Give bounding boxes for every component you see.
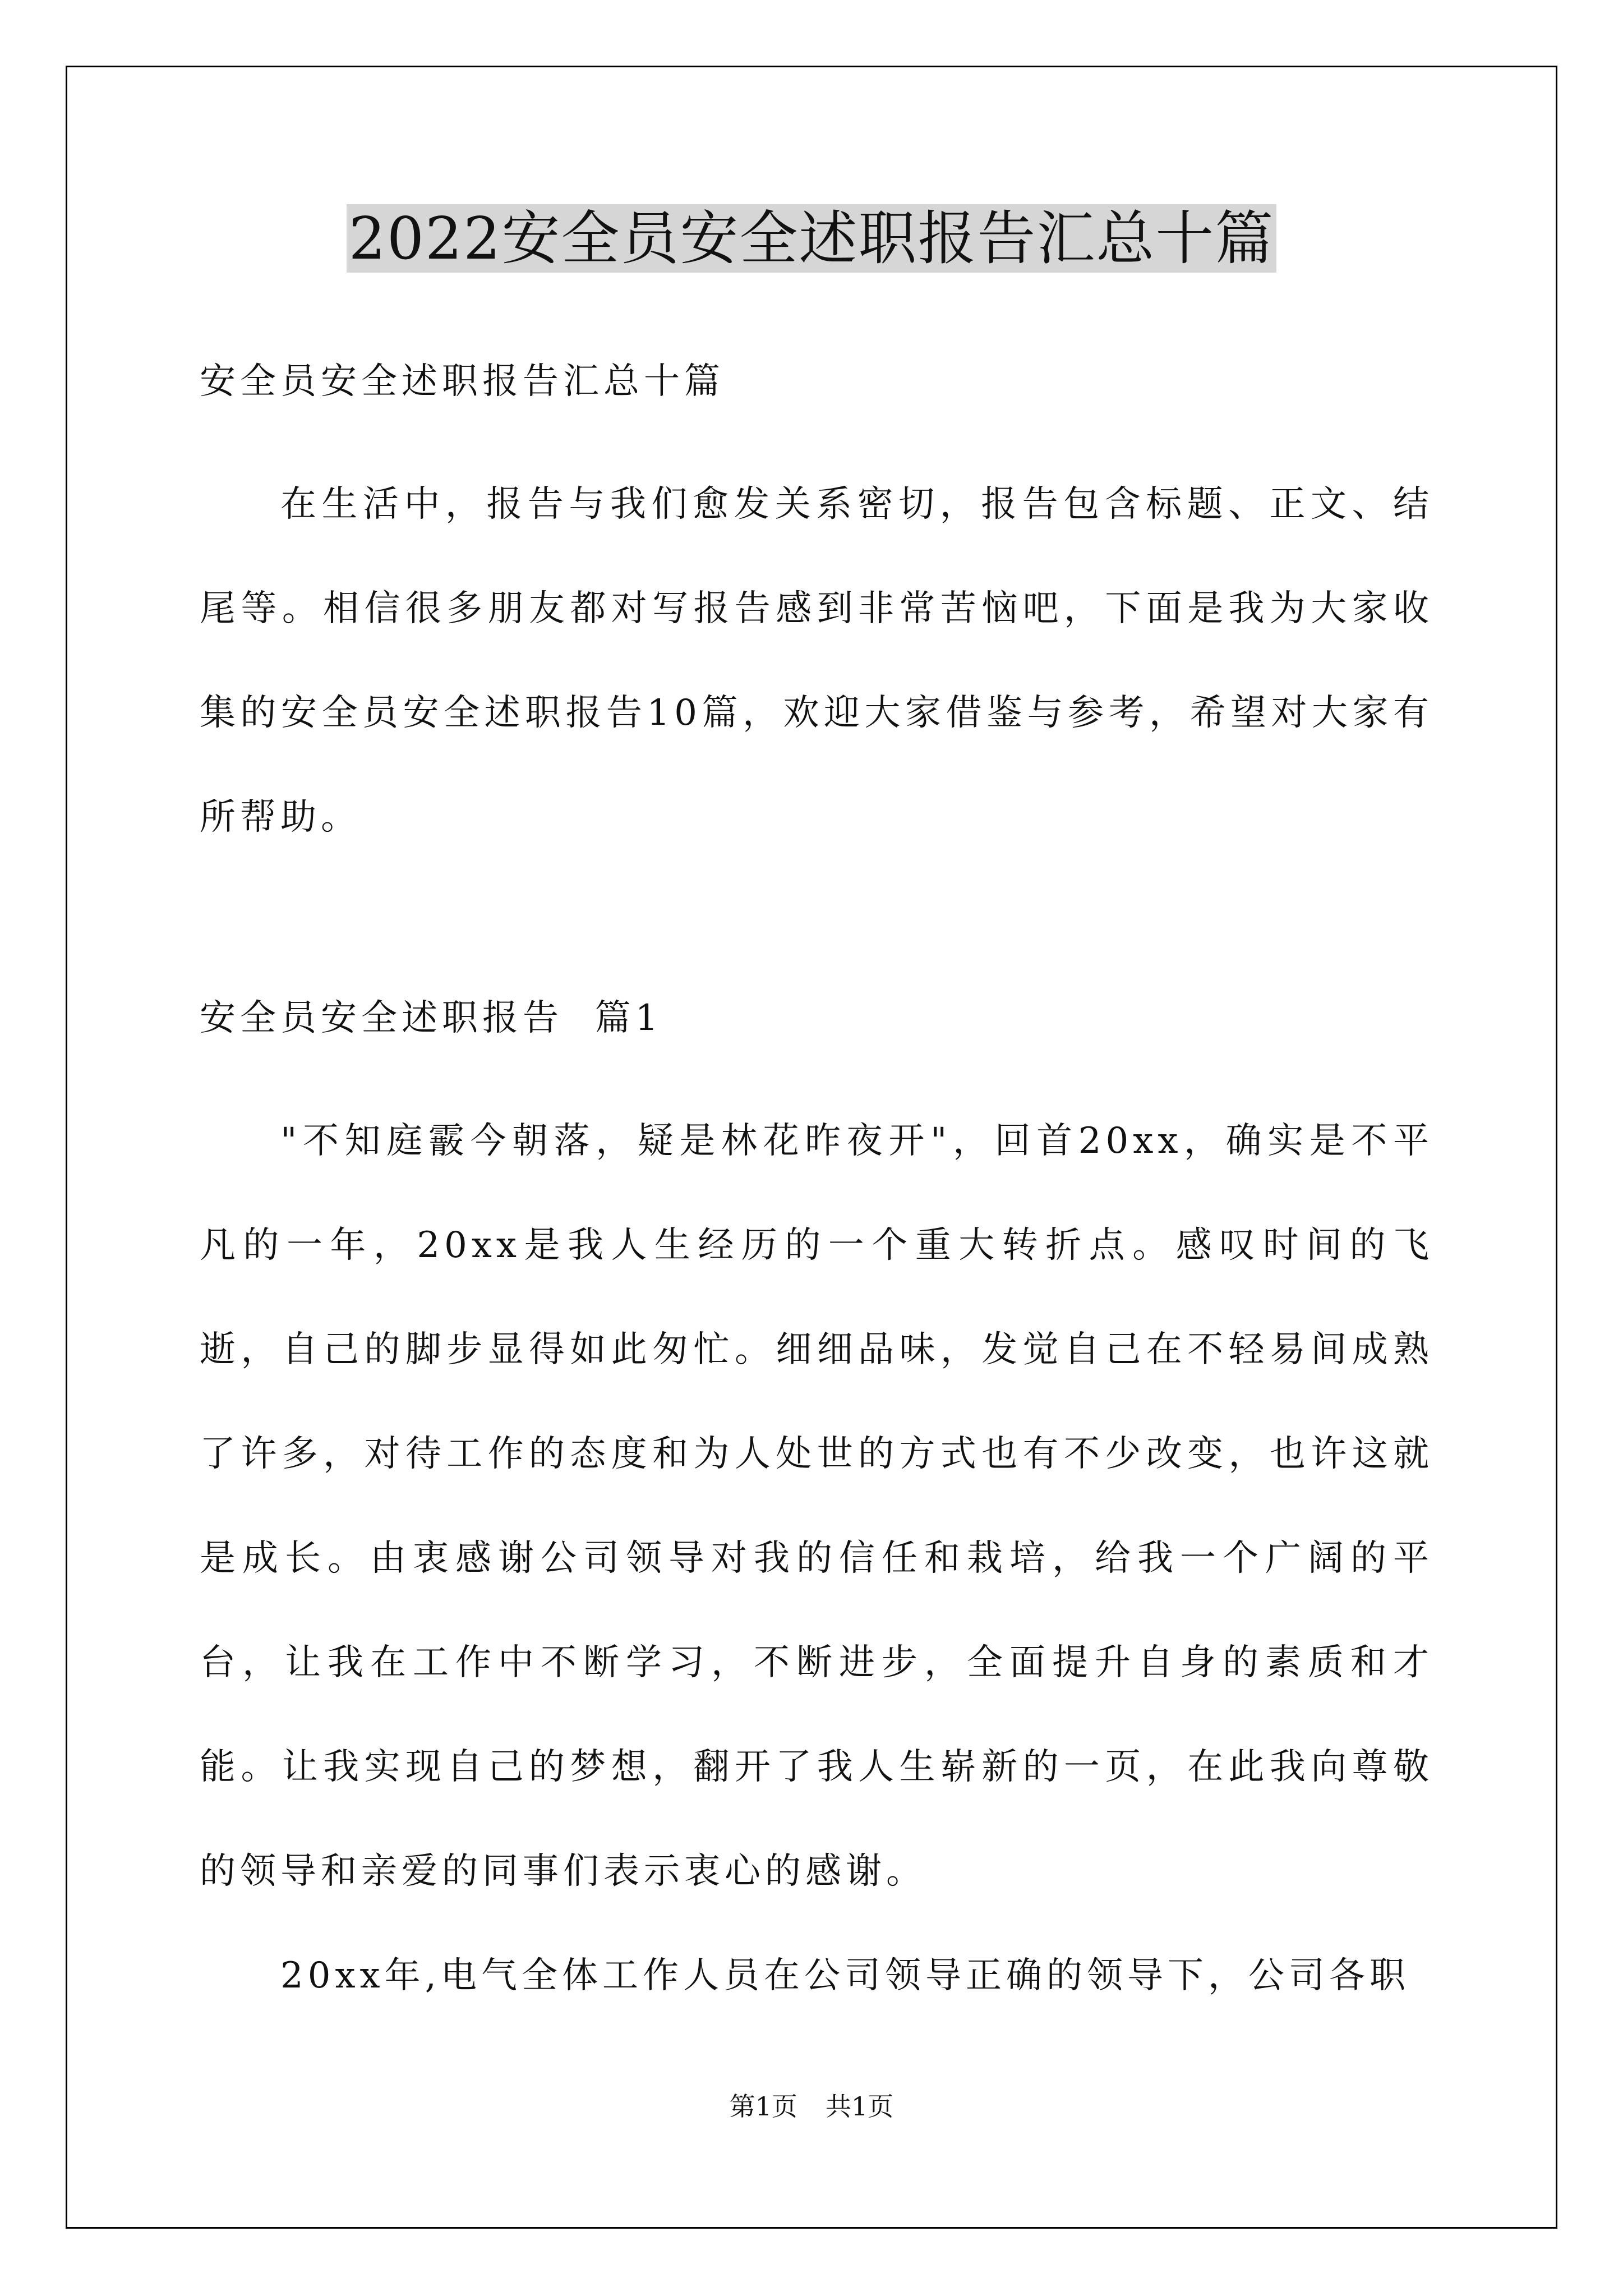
page-footer	[0, 2090, 1623, 2123]
intro-paragraph: 在生活中，报告与我们愈发关系密切，报告包含标题、正文、结尾等。相信很多朋友都对写报告感到非常苦恼吧，下面是我为大家收集的安全员安全述职报告10篇，欢迎大家借鉴与参考，希望对大家有所帮助。	[200, 484, 1433, 838]
document-title	[0, 199, 1623, 278]
body-paragraph: 20xx年,电气全体工作人员在公司领导正确的领导下，公司各职	[280, 1955, 1410, 1996]
spacer	[200, 1052, 1433, 1089]
document-body	[200, 348, 1433, 2028]
body-paragraph: "不知庭霰今朝落，疑是林花昨夜开"，回首20xx，确实是不平凡的一年，20xx是我人生经历的一个重大转折点。感叹时间的飞逝，自己的脚步显得如此匆忙。细细品味，发觉自己在不轻易间成熟了许多，对待工作的态度和为人处世的方式也有不少改变，也许这就是成长。由衷感谢公司领导对我的信任和栽培，给我一个广阔的平台，让我在工作中不断学习，不断进步，全面提升自身的素质和才能。让我实现自己的梦想，翻开了我人生崭新的一页，在此我向尊敬的领导和亲爱的同事们表示衷心的感谢。	[200, 1120, 1433, 1892]
document-subtitle: 安全员安全述职报告汇总十篇	[200, 361, 725, 402]
document-title-text: 2022安全员安全述职报告汇总十篇	[347, 204, 1277, 273]
page-number-total: 共1页	[826, 2091, 894, 2122]
spacer	[200, 415, 1433, 452]
section-heading: 安全员安全述职报告 篇1	[200, 997, 663, 1039]
spacer	[200, 869, 1433, 984]
page-number-current: 第1页	[729, 2091, 797, 2122]
